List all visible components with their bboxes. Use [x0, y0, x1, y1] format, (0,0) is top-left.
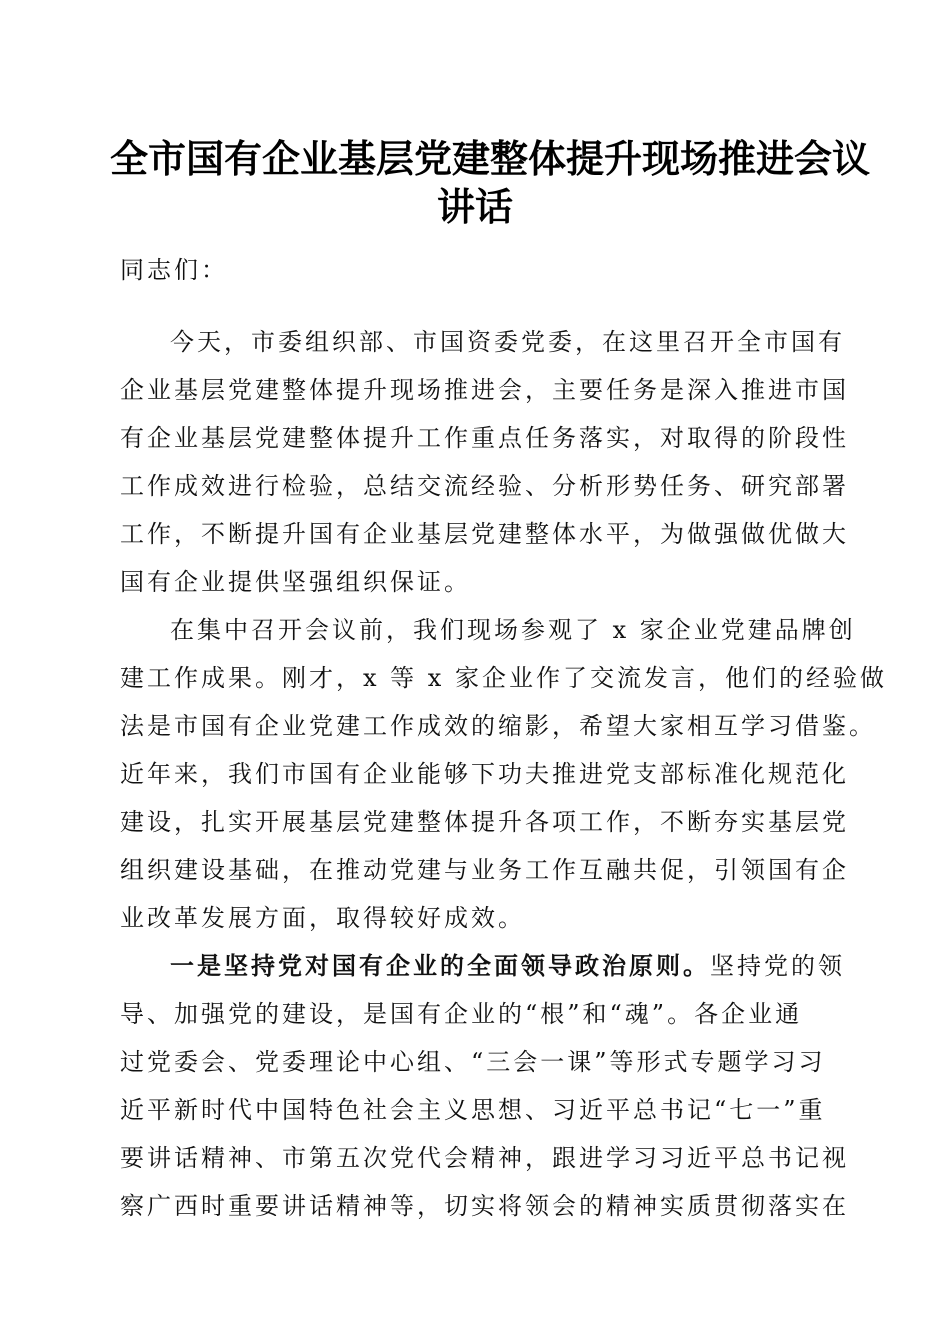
paragraph-2-line: 组织建设基础，在推动党建与业务工作互融共促，引领国有企 [120, 856, 849, 884]
paragraph-1-line: 国有企业提供坚强组织保证。 [120, 568, 471, 596]
paragraph-2-line: 法是市国有企业党建工作成效的缩影，希望大家相互学习借鉴。 [120, 712, 876, 740]
paragraph-2-line: 在集中召开会议前，我们现场参观了 x 家企业党建品牌创 [170, 616, 856, 644]
salutation: 同志们： [120, 256, 228, 284]
paragraph-2-line: 建工作成果。刚才，x 等 x 家企业作了交流发言，他们的经验做 [120, 664, 887, 692]
paragraph-2-line: 业改革发展方面，取得较好成效。 [120, 904, 525, 932]
paragraph-3-line: 坚持党的领 [710, 952, 845, 980]
paragraph-3-line: 要讲话精神、市第五次党代会精神，跟进学习习近平总书记视 [120, 1144, 849, 1172]
paragraph-1-line: 企业基层党建整体提升现场推进会，主要任务是深入推进市国 [120, 376, 849, 404]
paragraph-1-line: 今天，市委组织部、市国资委党委，在这里召开全市国有 [170, 328, 845, 356]
document-title-line-2: 讲话 [436, 184, 513, 229]
document-title-line-1: 全市国有企业基层党建整体提升现场推进会议 [110, 136, 871, 181]
paragraph-3-line: 导、加强党的建设，是国有企业的“根”和“魂”。各企业通 [120, 1000, 803, 1028]
paragraph-1-line: 有企业基层党建整体提升工作重点任务落实，对取得的阶段性 [120, 424, 849, 452]
paragraph-3-first-line [170, 942, 845, 990]
paragraph-3-line: 察广西时重要讲话精神等，切实将领会的精神实质贯彻落实在 [120, 1192, 849, 1220]
paragraph-2-line: 近年来，我们市国有企业能够下功夫推进党支部标准化规范化 [120, 760, 849, 788]
paragraph-3-line: 过党委会、党委理论中心组、“三会一课”等形式专题学习习 [120, 1048, 826, 1076]
paragraph-2-line: 建设，扎实开展基层党建整体提升各项工作，不断夯实基层党 [120, 808, 849, 836]
paragraph-3-heading: 一是坚持党对国有企业的全面领导政治原则。 [170, 951, 710, 980]
paragraph-1-line: 工作成效进行检验，总结交流经验、分析形势任务、研究部署 [120, 472, 849, 500]
paragraph-1-line: 工作，不断提升国有企业基层党建整体水平，为做强做优做大 [120, 520, 849, 548]
paragraph-3-line: 近平新时代中国特色社会主义思想、习近平总书记“七一”重 [120, 1096, 826, 1124]
